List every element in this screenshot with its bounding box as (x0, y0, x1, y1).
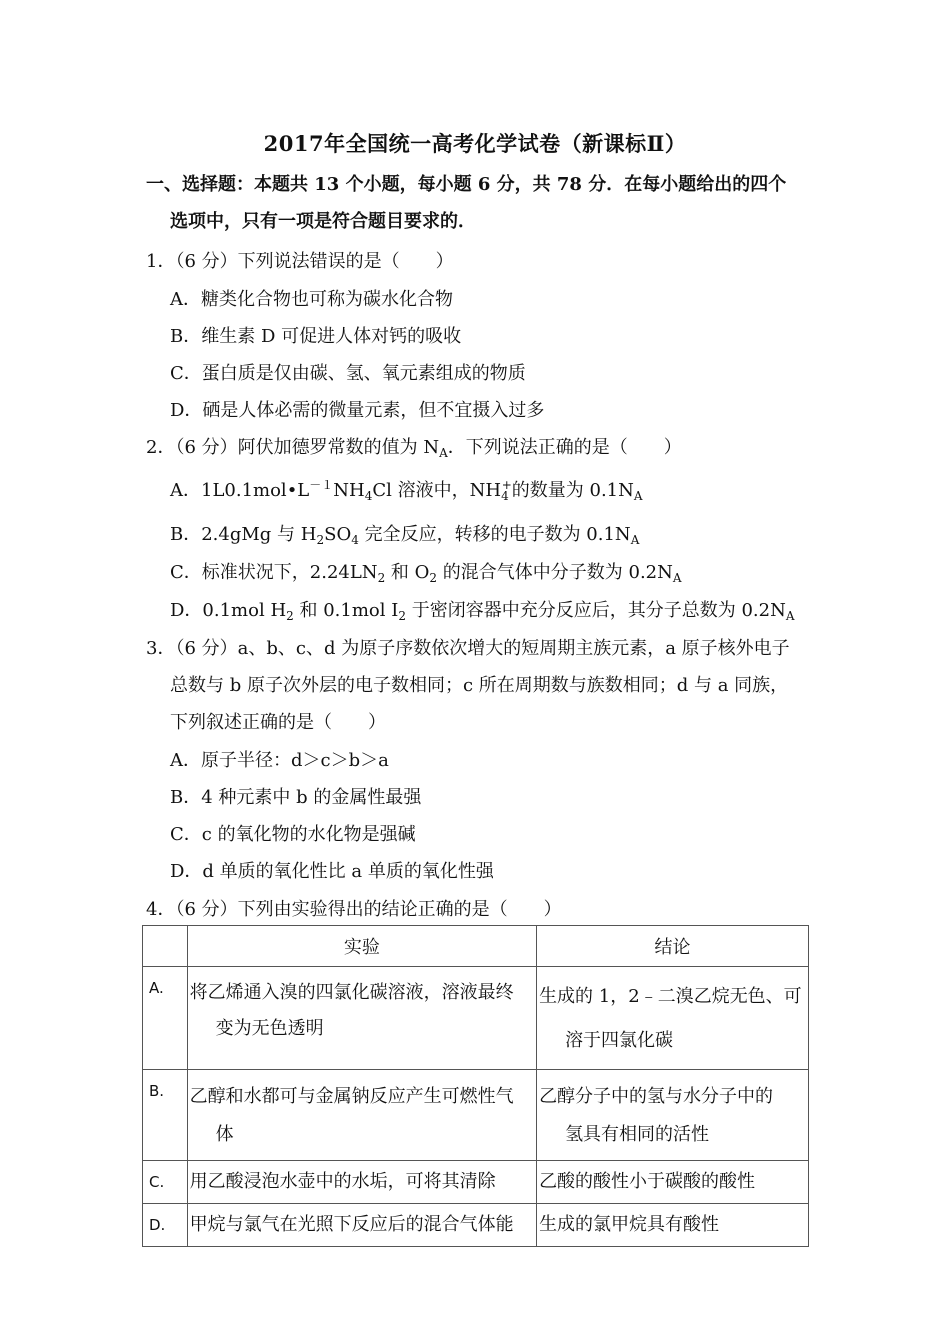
row-experiment: 用乙酸浸泡水壶中的水垢，可将其清除 (187, 1161, 536, 1204)
table-header-blank (143, 926, 188, 967)
question-2-stem: 2．（6 分）阿伏加德罗常数的值为 $N_A$．下列说法正确的是（ ） (146, 437, 682, 460)
question-3-option-a: A．原子半径：d＞c＞b＞a (170, 750, 389, 771)
table-row (143, 1204, 809, 1247)
question-1-option-c: C．蛋白质是仅由碳、氢、氧元素组成的物质 (170, 363, 526, 384)
table-row (143, 1070, 809, 1161)
row-experiment: 甲烷与氯气在光照下反应后的混合气体能 (187, 1204, 536, 1247)
row-label: D. (143, 1204, 188, 1247)
question-2-option-b: B．2.4gMg 与 $H_2SO_4$ 完全反应，转移的电子数为 $0.1N_A$ (170, 524, 640, 547)
row-conclusion: 生成的 1，2﹣二溴乙烷无色、可 溶于四氯化碳 (537, 967, 809, 1070)
row-label: C. (143, 1161, 188, 1204)
table-row (143, 1161, 809, 1204)
table-row (143, 967, 809, 1070)
question-1-option-b: B．维生素 D 可促进人体对钙的吸收 (170, 326, 462, 347)
question-3-stem-line-1: 3．（6 分）a、b、c、d 为原子序数依次增大的短周期主族元素，a 原子核外电子 (146, 638, 790, 659)
table-header-experiment: 实验 (187, 926, 536, 967)
section-heading (146, 166, 816, 240)
question-2-option-a: A．$1L0.1mol•L^{-1}NH_4Cl$ 溶液中，$NH_4^+$的数量为 $0.1N_A$ (170, 478, 643, 503)
table-header-row (143, 926, 809, 967)
row-conclusion: 乙酸的酸性小于碳酸的酸性 (537, 1161, 809, 1204)
question-4-stem: 4．（6 分）下列由实验得出的结论正确的是（ ） (146, 899, 562, 920)
question-2-option-d: D．0.1mol $H_2$ 和 0.1mol $I_2$ 于密闭容器中充分反应后，其分子总数为 $0.2N_A$ (170, 600, 795, 623)
section-line-1: 一、选择题：本题共 13 个小题，每小题 6 分，共 78 分．在每小题给出的四个 (146, 174, 787, 195)
question-3-option-b: B．4 种元素中 b 的金属性最强 (170, 787, 422, 808)
question-2-option-c: C．标准状况下，$2.24LN_2$ 和 $O_2$ 的混合气体中分子数为 $0.2N_A$ (170, 562, 682, 585)
row-label: A. (143, 967, 188, 1070)
question-1-option-d: D．硒是人体必需的微量元素，但不宜摄入过多 (170, 400, 545, 421)
section-line-2: 选项中，只有一项是符合题目要求的． (170, 211, 476, 232)
question-3-option-d: D．d 单质的氧化性比 a 单质的氧化性强 (170, 861, 494, 882)
question-1-option-a: A．糖类化合物也可称为碳水化合物 (170, 289, 453, 310)
experiment-table (142, 925, 809, 1247)
question-3-stem-line-2: 总数与 b 原子次外层的电子数相同；c 所在周期数与族数相同；d 与 a 同族， (170, 675, 789, 696)
row-conclusion: 乙醇分子中的氢与水分子中的 氢具有相同的活性 (537, 1070, 809, 1161)
question-3-stem-line-3: 下列叙述正确的是（ ） (170, 712, 386, 733)
row-experiment: 乙醇和水都可与金属钠反应产生可燃性气 体 (187, 1070, 536, 1161)
table-header-conclusion: 结论 (537, 926, 809, 967)
question-3-option-c: C．c 的氧化物的水化物是强碱 (170, 824, 416, 845)
page-title: 2017年全国统一高考化学试卷（新课标Ⅱ） (263, 131, 687, 156)
row-conclusion: 生成的氯甲烷具有酸性 (537, 1204, 809, 1247)
row-experiment: 将乙烯通入溴的四氯化碳溶液，溶液最终 变为无色透明 (187, 967, 536, 1070)
row-label: B. (143, 1070, 188, 1161)
question-1-stem: 1．（6 分）下列说法错误的是（ ） (146, 251, 454, 272)
